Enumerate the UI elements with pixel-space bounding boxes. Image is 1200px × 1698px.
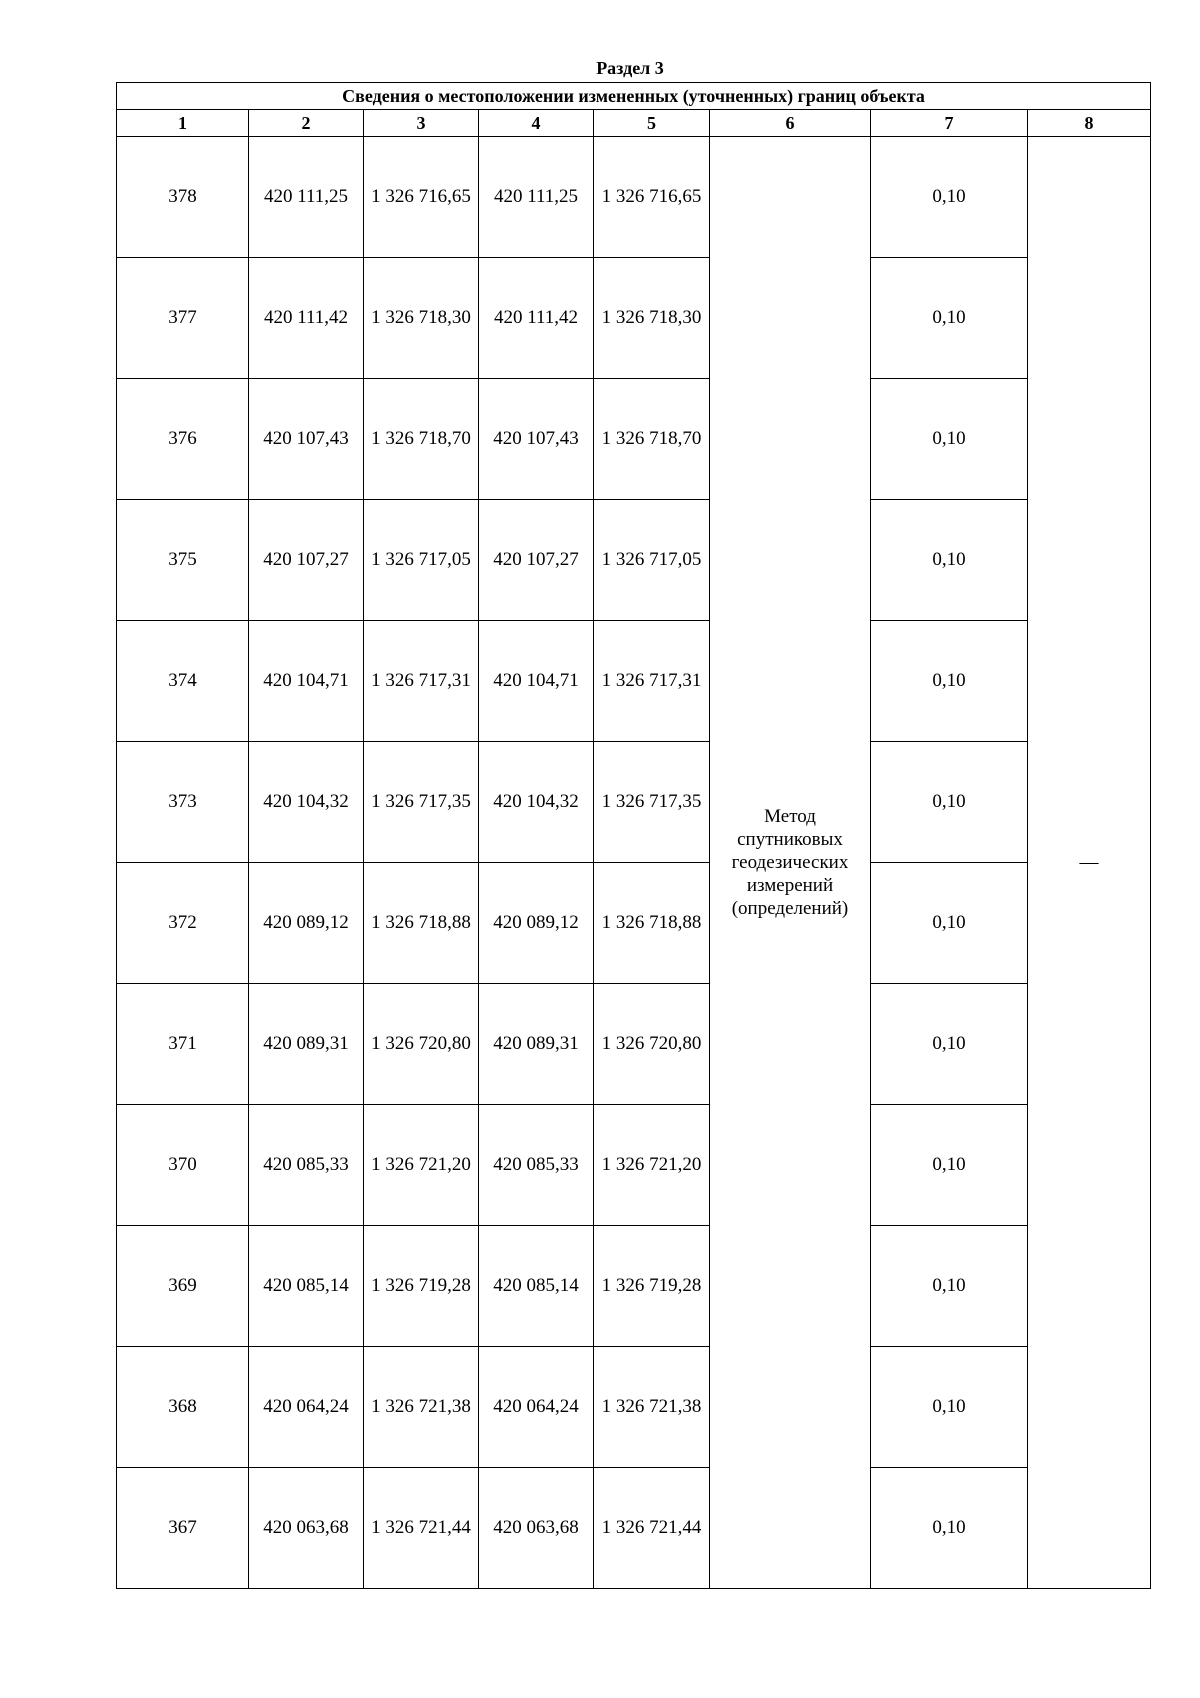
column-header-2: 2 [249,110,364,137]
column-header-1: 1 [117,110,249,137]
x-existing-cell: 420 089,31 [249,984,364,1105]
point-number-cell: 375 [117,500,249,621]
x-existing-cell: 420 085,14 [249,1226,364,1347]
boundary-coordinates-table [116,82,1151,1589]
column-header-3: 3 [364,110,479,137]
x-updated-cell: 420 111,25 [479,137,594,258]
y-updated-cell: 1 326 720,80 [594,984,710,1105]
x-existing-cell: 420 104,71 [249,621,364,742]
accuracy-cell: 0,10 [871,742,1028,863]
y-updated-cell: 1 326 717,31 [594,621,710,742]
table-row [117,500,1151,621]
table-row [117,379,1151,500]
table-row [117,984,1151,1105]
method-text-line: спутниковых [737,829,843,850]
point-number-cell: 376 [117,379,249,500]
x-updated-cell: 420 107,27 [479,500,594,621]
x-updated-cell: 420 104,71 [479,621,594,742]
y-updated-cell: 1 326 721,38 [594,1347,710,1468]
table-row [117,1226,1151,1347]
x-existing-cell: 420 089,12 [249,863,364,984]
column-header-8: 8 [1028,110,1151,137]
x-updated-cell: 420 089,31 [479,984,594,1105]
y-existing-cell: 1 326 721,44 [364,1468,479,1589]
y-existing-cell: 1 326 718,30 [364,258,479,379]
column-header-5: 5 [594,110,710,137]
point-number-cell: 374 [117,621,249,742]
y-updated-cell: 1 326 721,20 [594,1105,710,1226]
x-updated-cell: 420 063,68 [479,1468,594,1589]
column-header-7: 7 [871,110,1028,137]
point-number-cell: 371 [117,984,249,1105]
point-number-cell: 367 [117,1468,249,1589]
table-row [117,258,1151,379]
point-number-cell: 373 [117,742,249,863]
accuracy-cell: 0,10 [871,1468,1028,1589]
section-title: Раздел 3 [596,58,664,78]
accuracy-cell: 0,10 [871,137,1028,258]
method-text-line: измерений [746,875,834,896]
method-text-line: Метод [764,806,816,827]
y-updated-cell: 1 326 719,28 [594,1226,710,1347]
accuracy-cell: 0,10 [871,1226,1028,1347]
accuracy-cell: 0,10 [871,1105,1028,1226]
x-existing-cell: 420 085,33 [249,1105,364,1226]
y-updated-cell: 1 326 717,35 [594,742,710,863]
x-updated-cell: 420 107,43 [479,379,594,500]
accuracy-cell: 0,10 [871,984,1028,1105]
y-updated-cell: 1 326 716,65 [594,137,710,258]
y-updated-cell: 1 326 718,30 [594,258,710,379]
x-existing-cell: 420 107,43 [249,379,364,500]
y-existing-cell: 1 326 720,80 [364,984,479,1105]
accuracy-cell: 0,10 [871,1347,1028,1468]
method-text-line: геодезических [731,852,849,873]
accuracy-cell: 0,10 [871,621,1028,742]
accuracy-cell: 0,10 [871,258,1028,379]
y-existing-cell: 1 326 718,88 [364,863,479,984]
y-existing-cell: 1 326 718,70 [364,379,479,500]
y-updated-cell: 1 326 718,70 [594,379,710,500]
x-existing-cell: 420 104,32 [249,742,364,863]
x-updated-cell: 420 104,32 [479,742,594,863]
y-existing-cell: 1 326 716,65 [364,137,479,258]
method-cell [710,137,871,1589]
x-existing-cell: 420 063,68 [249,1468,364,1589]
accuracy-cell: 0,10 [871,379,1028,500]
table-row [117,742,1151,863]
y-updated-cell: 1 326 721,44 [594,1468,710,1589]
x-existing-cell: 420 064,24 [249,1347,364,1468]
y-existing-cell: 1 326 717,35 [364,742,479,863]
accuracy-cell: 0,10 [871,863,1028,984]
y-existing-cell: 1 326 717,05 [364,500,479,621]
table-row [117,137,1151,258]
y-existing-cell: 1 326 721,38 [364,1347,479,1468]
point-number-cell: 368 [117,1347,249,1468]
table-row [117,1468,1151,1589]
point-number-cell: 369 [117,1226,249,1347]
table-caption-row [117,83,1151,110]
column-header-6: 6 [710,110,871,137]
point-number-cell: 372 [117,863,249,984]
column-header-row [117,110,1151,137]
dash-cell: — [1028,137,1151,1589]
y-existing-cell: 1 326 717,31 [364,621,479,742]
y-updated-cell: 1 326 718,88 [594,863,710,984]
x-updated-cell: 420 111,42 [479,258,594,379]
method-text-line: (определений) [731,898,849,919]
table-row [117,621,1151,742]
y-existing-cell: 1 326 721,20 [364,1105,479,1226]
x-updated-cell: 420 089,12 [479,863,594,984]
table-caption: Сведения о местоположении измененных (уточненных) границ объекта [117,83,1151,110]
x-updated-cell: 420 085,33 [479,1105,594,1226]
y-updated-cell: 1 326 717,05 [594,500,710,621]
point-number-cell: 370 [117,1105,249,1226]
x-existing-cell: 420 111,42 [249,258,364,379]
x-existing-cell: 420 111,25 [249,137,364,258]
y-existing-cell: 1 326 719,28 [364,1226,479,1347]
table-row [117,863,1151,984]
column-header-4: 4 [479,110,594,137]
x-updated-cell: 420 064,24 [479,1347,594,1468]
accuracy-cell: 0,10 [871,500,1028,621]
x-updated-cell: 420 085,14 [479,1226,594,1347]
table-row [117,1347,1151,1468]
table-row [117,1105,1151,1226]
point-number-cell: 377 [117,258,249,379]
x-existing-cell: 420 107,27 [249,500,364,621]
point-number-cell: 378 [117,137,249,258]
